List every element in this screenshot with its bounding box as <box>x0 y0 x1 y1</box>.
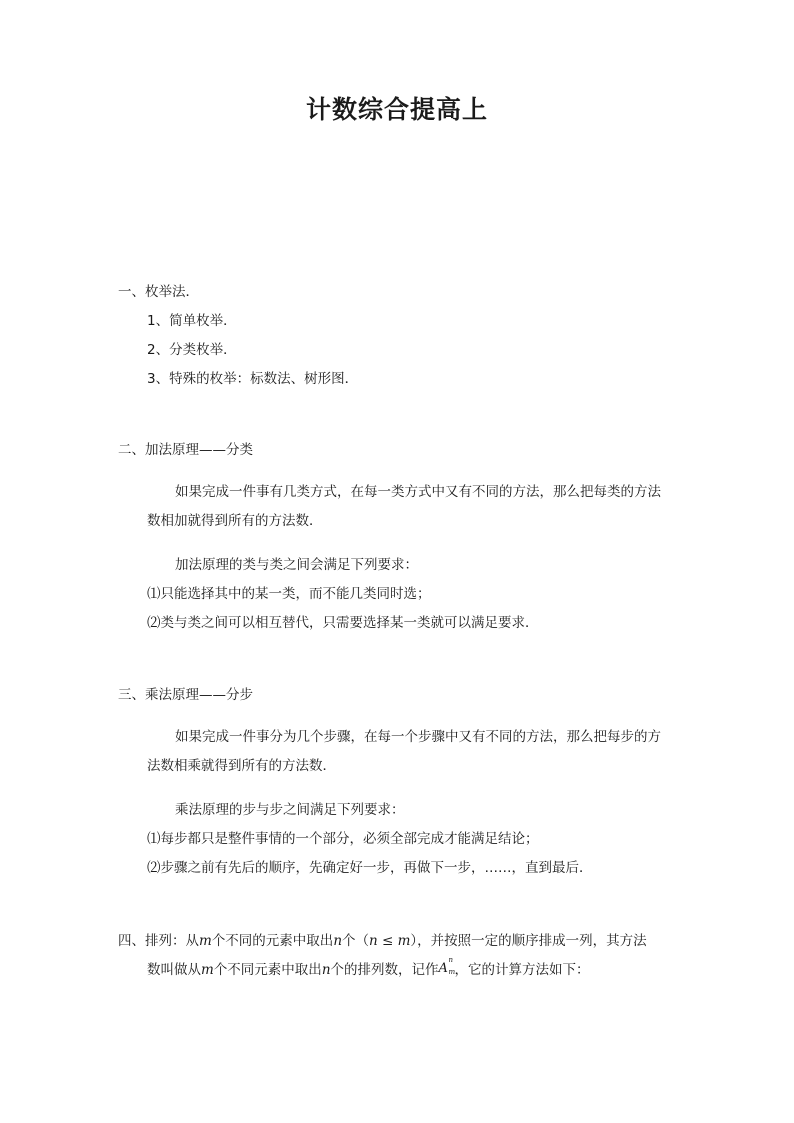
requirement-intro: 加法原理的类与类之间会满足下列要求： <box>175 557 418 573</box>
math-variable-m: m <box>201 962 214 978</box>
paragraph-line: 如果完成一件事分为几个步骤，在每一个步骤中又有不同的方法，那么把每步的方 <box>175 729 661 745</box>
requirement-item: ⑴每步都只是整件事情的一个部分，必须全部完成才能满足结论； <box>147 831 539 847</box>
math-variable-n: n <box>321 962 331 978</box>
text-run: 个（ <box>342 933 370 949</box>
text-run: ，它的计算方法如下： <box>454 962 590 978</box>
text-run: 数叫做从 <box>147 962 201 978</box>
text-run: ），并按照一定的顺序排成一列，其方法 <box>410 933 647 949</box>
math-variable-m: m <box>199 933 212 949</box>
page-title: 计数综合提高上 <box>305 95 488 124</box>
permutation-symbol-subscript: m <box>448 968 456 976</box>
list-item: 2、分类枚举． <box>147 342 237 358</box>
list-item: 3、特殊的枚举：标数法、树形图． <box>147 371 359 387</box>
requirement-item: ⑵类与类之间可以相互替代，只需要选择某一类就可以满足要求． <box>147 615 539 631</box>
text-run: 四、排列：从 <box>118 933 199 949</box>
math-condition: n ≤ m <box>369 933 411 949</box>
paragraph-line: 如果完成一件事有几类方式，在每一类方式中又有不同的方法，那么把每类的方法 <box>175 484 661 500</box>
list-item: 1、简单枚举． <box>147 313 237 329</box>
permutation-symbol-base: A <box>438 961 448 976</box>
permutation-symbol-superscript: n <box>448 956 454 964</box>
paragraph-line: 数相加就得到所有的方法数． <box>147 513 323 529</box>
math-variable-n: n <box>333 933 343 949</box>
requirement-item: ⑴只能选择其中的某一类，而不能几类同时选； <box>147 586 431 602</box>
text-run: 个不同的元素中取出 <box>211 933 334 949</box>
section-heading-permutation <box>118 931 647 951</box>
section-heading-addition-principle: 二、加法原理——分类 <box>118 442 253 458</box>
text-run: 个不同元素中取出 <box>213 962 322 978</box>
requirement-intro: 乘法原理的步与步之间满足下列要求： <box>175 802 405 818</box>
section-heading-multiplication-principle: 三、乘法原理——分步 <box>118 687 253 703</box>
section-heading-enumeration: 一、枚举法． <box>118 284 199 300</box>
requirement-item: ⑵步骤之前有先后的顺序，先确定好一步，再做下一步，……，直到最后． <box>147 860 593 876</box>
permutation-symbol <box>438 956 456 976</box>
paragraph-line <box>147 956 590 980</box>
text-run: 个的排列数，记作 <box>330 962 439 978</box>
paragraph-line: 法数相乘就得到所有的方法数． <box>147 758 336 774</box>
